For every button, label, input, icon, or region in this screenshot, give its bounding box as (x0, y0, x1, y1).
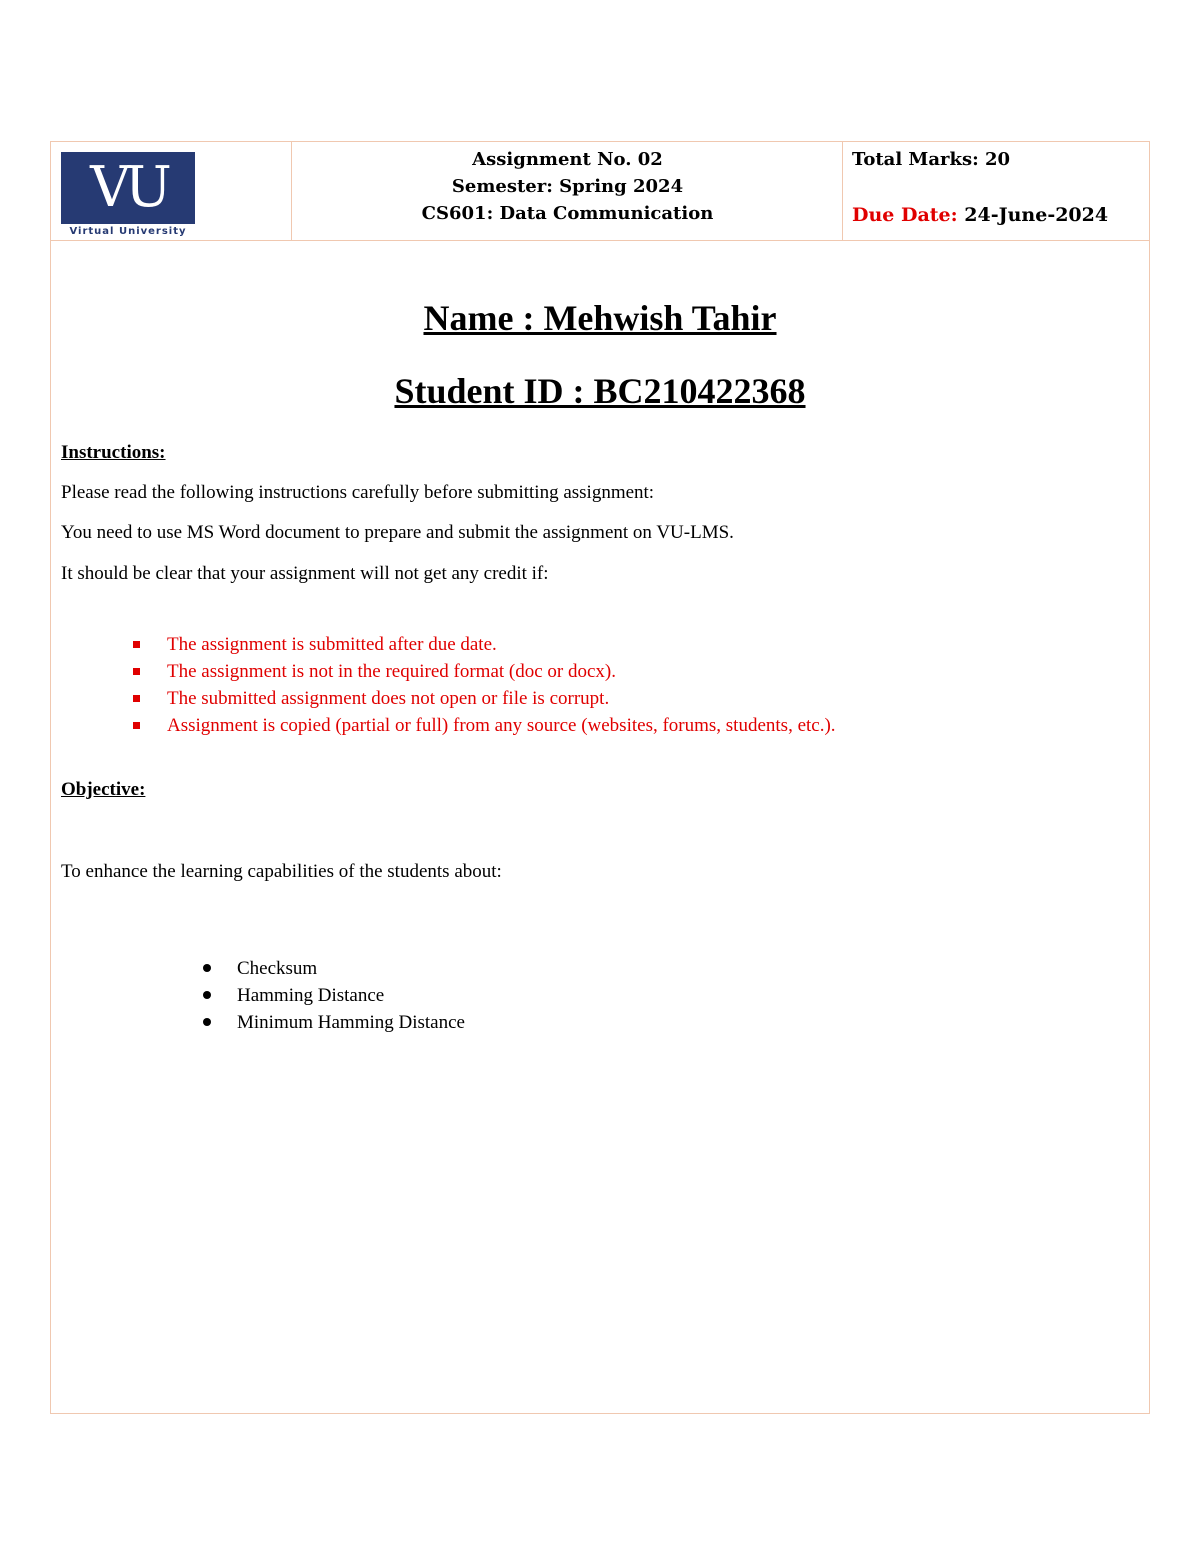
total-marks: Total Marks: 20 (852, 149, 1011, 170)
student-name: Name : Mehwish Tahir (423, 298, 777, 338)
square-bullet-icon (133, 668, 140, 675)
due-date (852, 202, 1108, 229)
list-item-text: The assignment is submitted after due date. (167, 634, 497, 655)
marks-cell (843, 142, 1149, 240)
list-item (131, 685, 836, 712)
topics-list (201, 955, 465, 1036)
logo-cell (51, 142, 292, 240)
logo-text: VU (90, 155, 166, 220)
instructions-heading: Instructions: (61, 442, 166, 463)
list-item (131, 631, 836, 658)
objective-heading: Objective: (61, 779, 146, 800)
assignment-info-cell (292, 142, 843, 240)
list-item-text: Minimum Hamming Distance (237, 1012, 465, 1033)
objective-intro: To enhance the learning capabilities of the students about: (61, 861, 502, 882)
list-item (131, 658, 836, 685)
due-date-value: 24-June-2024 (964, 204, 1109, 226)
bullet-icon (203, 964, 211, 972)
bullet-icon (203, 991, 211, 999)
list-item (131, 712, 836, 739)
list-item-text: The submitted assignment does not open or file is corrupt. (167, 688, 610, 709)
square-bullet-icon (133, 641, 140, 648)
list-item (201, 955, 465, 982)
due-date-label: Due Date: (852, 204, 958, 226)
no-credit-list (131, 631, 836, 739)
document-frame (50, 141, 1150, 1414)
list-item-text: Assignment is copied (partial or full) from any source (websites, forums, students, etc.). (167, 715, 836, 736)
assignment-number: Assignment No. 02 (472, 149, 663, 170)
list-item-text: Checksum (237, 958, 318, 979)
instruction-line: You need to use MS Word document to prepare and submit the assignment on VU-LMS. (61, 522, 734, 543)
semester: Semester: Spring 2024 (451, 176, 684, 197)
list-item-text: Hamming Distance (237, 985, 385, 1006)
list-item (201, 1009, 465, 1036)
instruction-line: Please read the following instructions carefully before submitting assignment: (61, 482, 655, 503)
list-item (201, 982, 465, 1009)
square-bullet-icon (133, 695, 140, 702)
student-id: Student ID : BC210422368 (394, 371, 806, 411)
vu-logo (61, 152, 195, 224)
instruction-line: It should be clear that your assignment will not get any credit if: (61, 563, 549, 584)
bullet-icon (203, 1018, 211, 1026)
course-title: CS601: Data Communication (421, 203, 714, 224)
list-item-text: The assignment is not in the required format (doc or docx). (167, 661, 617, 682)
logo-caption: Virtual University (69, 226, 187, 237)
header-table (51, 142, 1149, 241)
square-bullet-icon (133, 722, 140, 729)
